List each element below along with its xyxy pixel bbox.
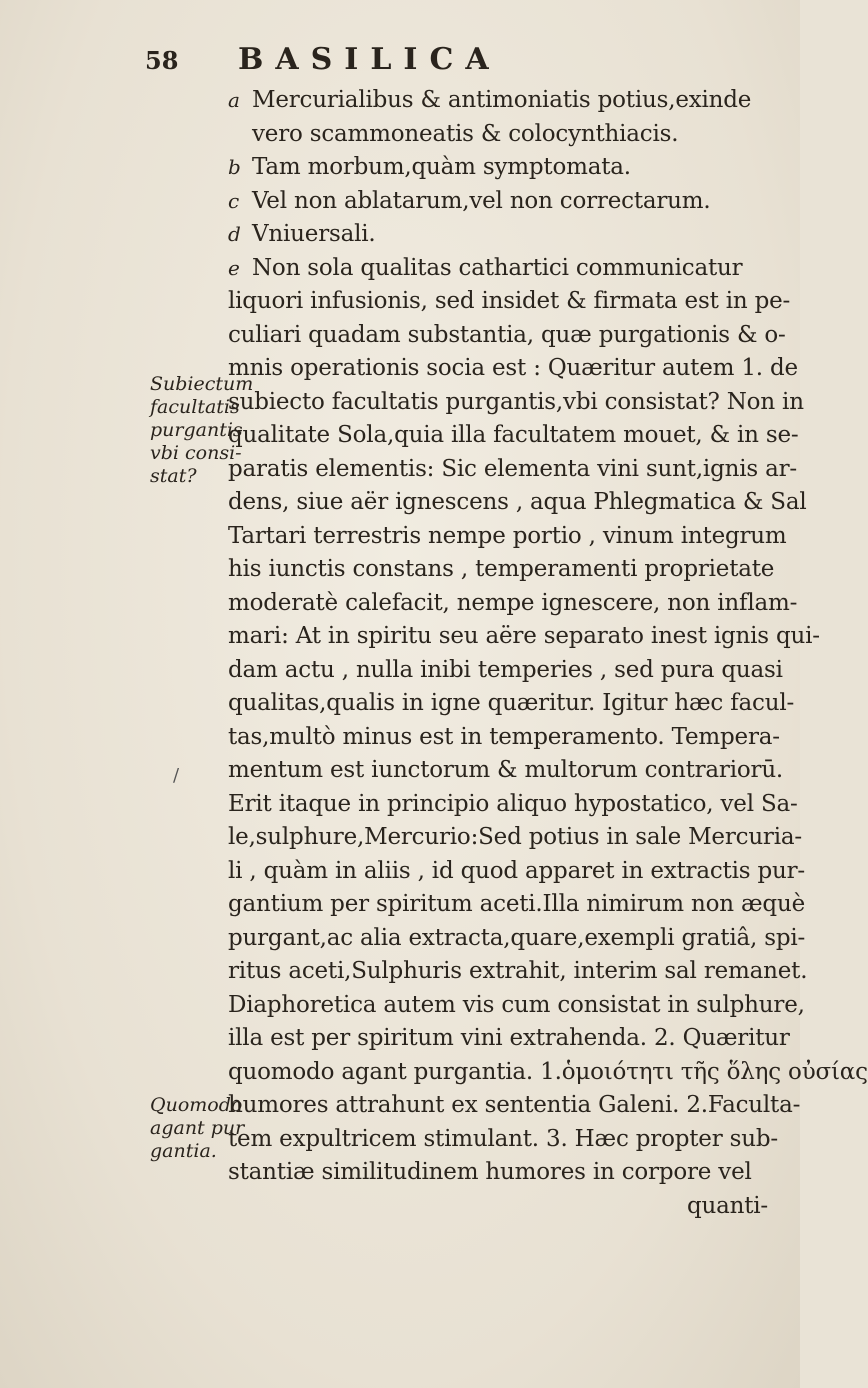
note-line [228,84,788,118]
running-head: BASILICA [238,42,501,77]
text-line: tem expultricem stimulant. 3. Hæc propter sub- [228,1125,778,1152]
text-line: gantium per spiritum aceti.Illa nimirum non æquè [228,891,805,917]
note-text: vero scammoneatis & colocynthiacis. [252,120,679,147]
note-marker: d [228,222,241,246]
text-line: dam actu , nulla inibi temperies , sed pura quasi [228,656,783,683]
note-marker: b [228,155,241,179]
note-line [228,118,788,152]
text-line: paratis elementis: Sic elementa vini sunt,ignis ar- [228,455,797,482]
text-line: li , quàm in aliis , id quod apparet in extractis pur- [228,857,805,884]
note-text: Vel non ablatarum,vel non correctarum. [252,187,711,214]
text-line: liquori infusionis, sed insidet & firmata est in pe- [228,288,791,314]
note-text: Mercurialibus & antimoniatis potius,exinde [252,87,752,113]
text-line: qualitas,qualis in igne quæritur. Igitur hæc facul- [228,690,795,716]
margin-note-line: purgantis [150,419,243,441]
text-line: moderatè calefacit, nempe ignescere, non inflam- [228,589,798,616]
text-line: Tartari terrestris nempe portio , vinum integrum [228,522,787,549]
note-marker: c [228,188,240,213]
page-number: 58 [145,46,179,75]
text-line: culiari quadam substantia, quæ purgationis & o- [228,321,786,348]
text-line: Erit itaque in principio aliquo hypostatico, vel Sa- [228,790,798,817]
margin-note-line: stat? [150,465,197,487]
text-line: mnis operationis socia est : Quæritur autem 1. de [228,355,798,381]
margin-note-subiectum [150,373,254,488]
text-line: dens, siue aër ignescens , aqua Phlegmatica & Sal [228,489,807,515]
text-line: quomodo agant purgantia. 1.ὁμοιότητι τῆς ὅλης οὐσίας [228,1058,868,1085]
text-line: stantiæ similitudinem humores in corpore vel [228,1159,752,1185]
note-line [228,218,788,252]
note-line [228,185,788,219]
text-line: Diaphoretica autem vis cum consistat in sulphure, [228,991,805,1018]
note-marker: a [228,88,240,112]
margin-note-line: Subiectum [150,373,254,395]
page-header [0,38,800,78]
note-marker: e [228,255,240,280]
text-line: mari: At in spiritu seu aëre separato inest ignis qui- [228,623,820,649]
margin-note-line: agant pur [150,1117,245,1139]
margin-note-line: gantia. [150,1140,217,1162]
text-line: le,sulphure,Mercurio:Sed potius in sale Mercuria- [228,824,802,850]
note-text: Tam morbum,quàm symptomata. [252,154,631,180]
margin-note-quomodo [150,1094,245,1163]
text-line: illa est per spiritum vini extrahenda. 2. Quæritur [228,1025,790,1051]
margin-note-line: facultatis [150,396,240,418]
text-line: his iunctis constans , temperamenti proprietate [228,556,775,582]
text-line: qualitate Sola,quia illa facultatem mouet, & in se- [228,422,799,448]
note-line [228,151,788,185]
note-text: Non sola qualitas cathartici communicatur [252,254,743,281]
note-text: Vniuersali. [252,221,376,247]
margin-note-line: vbi consi- [150,442,242,464]
margin-note-line: Quomodo [150,1094,243,1116]
text-line: mentum est iunctorum & multorum contrariorū. [228,757,784,783]
main-text [228,84,868,1223]
text-line: humores attrahunt ex sententia Galeni. 2.Faculta- [228,1092,801,1118]
stray-mark: / [173,765,180,786]
text-line: purgant,ac alia extracta,quare,exempli gratiâ, spi- [228,924,806,951]
text-line: tas,multò minus est in temperamento. Tempera- [228,723,780,750]
catchword: quanti- [686,1192,768,1219]
text-line: ritus aceti,Sulphuris extrahit, interim sal remanet. [228,958,808,984]
text-line: subiecto facultatis purgantis,vbi consistat? Non in [228,388,804,415]
note-line [228,252,788,286]
